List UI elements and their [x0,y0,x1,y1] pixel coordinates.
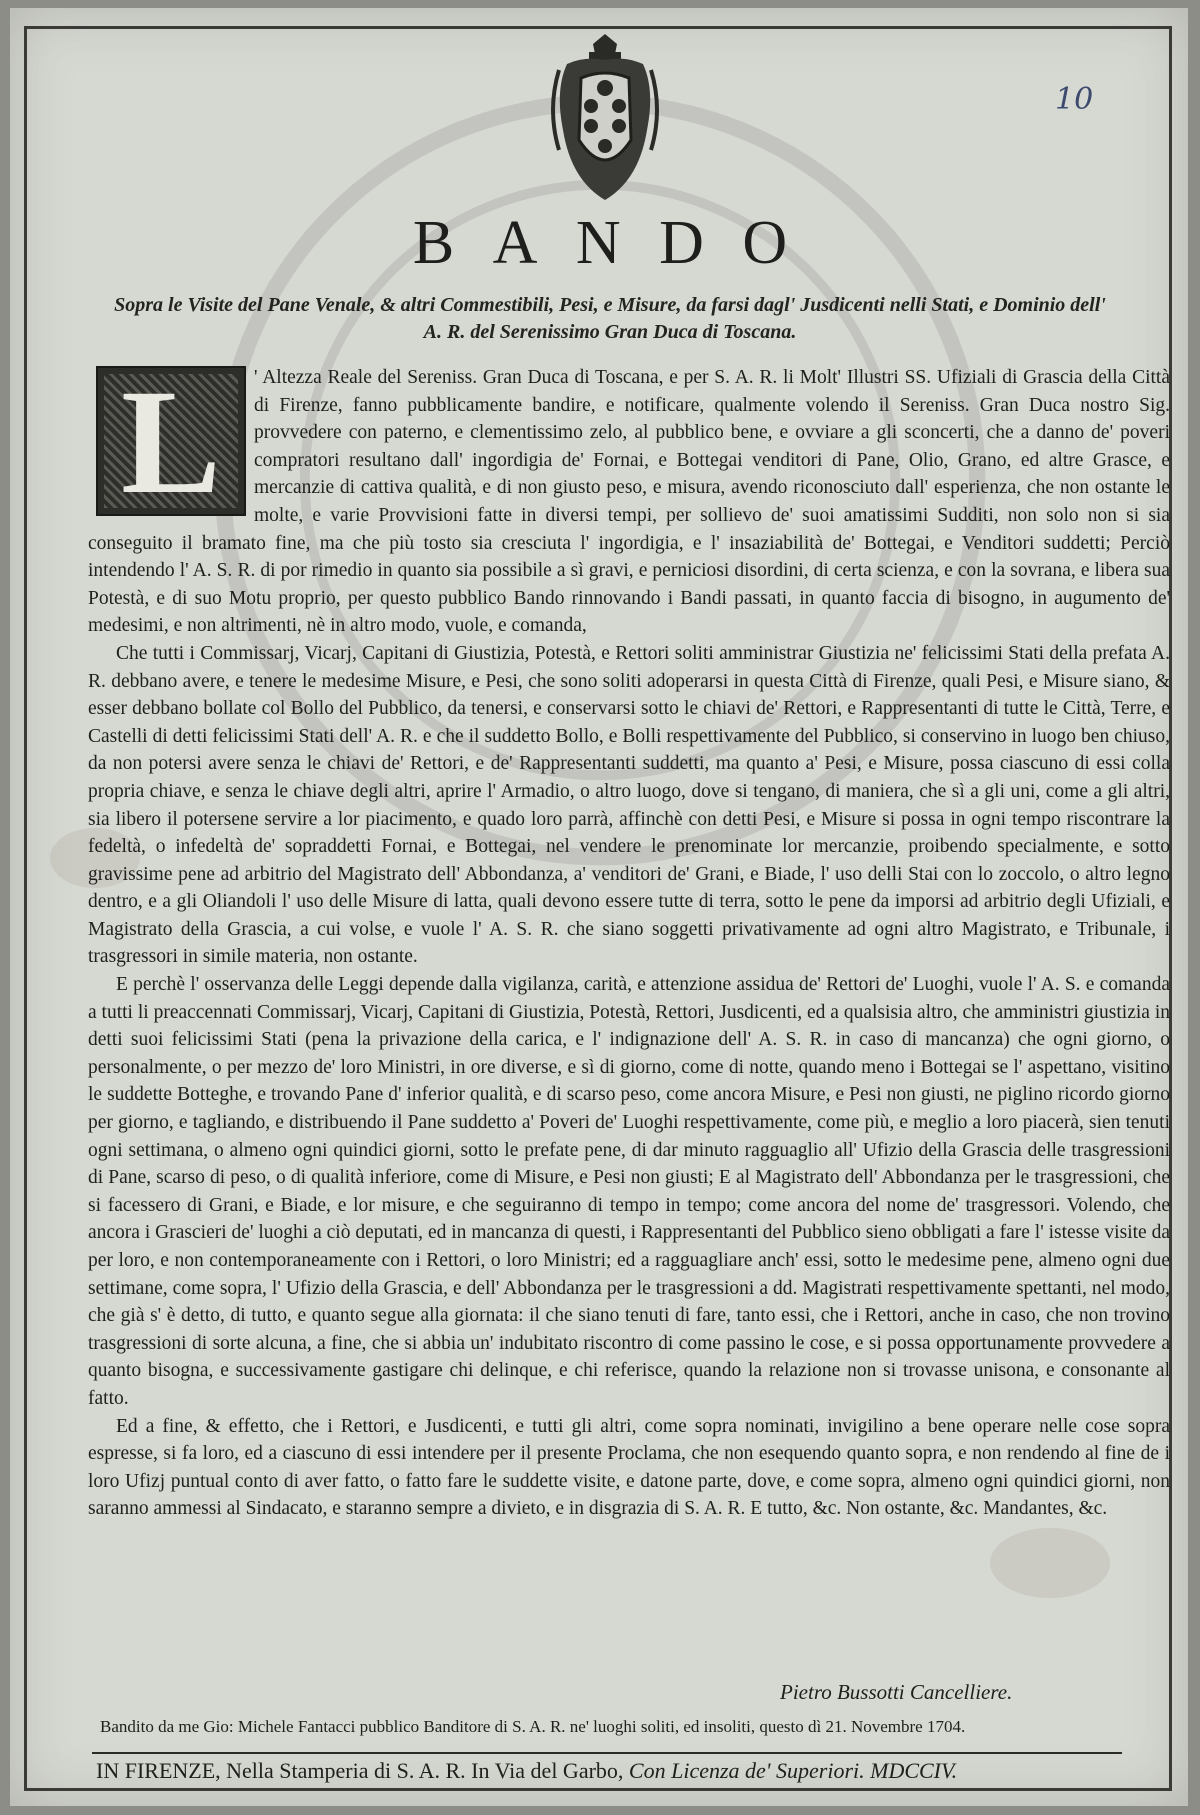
signature: Pietro Bussotti Cancelliere. [780,1680,1013,1704]
imprint-city: IN FIRENZE, [96,1758,221,1783]
initial-letter: L [120,359,222,525]
page-number: 10 [1055,82,1094,117]
paragraph-3: E perchè l' osservanza delle Leggi depende dalla vigilanza, carità, e attenzione assidua de' Rettori de' Luoghi, vuole l' A. S. e comanda a tutti li preaccennati Commissarj, Vicarj, Capitani di Giustizia, Potestà, Rettori, Jusdicenti, ed a qualsisia altro, che amministri giustizia in detti suoi felicissimi Stati (pena la privazione della carica, e l' indignazione dell' A. S. R. in caso di mancanza) che ogni giorno, o personalmente, o per mezzo de' loro Ministri, in ore diverse, e sì di giorno, come di notte, quando meno i Bottegai se l' aspettano, visitino le suddette Botteghe, e trovando Pane d' inferior qualità, e di scarso peso, come ancora Misure, e Pesi non giusti, ne piglino ricordo giorno per giorno, e tagliando, e distribuendo il Pane suddetto a' Poveri de' Luoghi respettivamente, come più, e meglio a loro piacerà, sien tenuti ogni settimana, o almeno ogni quindici giorni, sotto le prefate pene, di dar minuto ragguaglio all' Ufizio della Grascia delle trasgressioni di Pane, scarso di peso, o di qualità inferiore, come di Misure, e Pesi non giusti; E al Magistrato dell' Abbondanza per le trasgressioni, che si facessero di Grani, e Biade, e lor misure, e che seguiranno di tempo in tempo; come ancora del nome de' trasgressori. Volendo, che ancora i Grascieri de' luoghi a ciò deputati, ed in mancanza di questi, i Rappresentanti del Pubblico sieno obbligati a fare l' istesse visite da per loro, e non contemporaneamente con i Rettori, o loro Ministri; ed a ragguagliare anch' essi, sotto le medesime pene, almeno ogni due settimane, come sopra, l' Ufizio della Grascia, e dell' Abbondanza per le trasgressioni a dd. Magistrati respettivamente spettanti, nel modo, che già s' è detto, di tutto, e quanto segue alla giornata: il che siano tenuti di fare, tanto essi, che i Rettori, anche in caso, che non trovino trasgressioni di sorte alcuna, a fine, che si abbia un' indubitato riscontro di come passino le cose, e si possa opportunamente provvedere a quanto bisogna, e successivamente gastigare chi delinque, e chi referisce, quando la relazione non si trovasse unisona, e consonante al fatto. [88,974,1170,1409]
paragraph-2: Che tutti i Commissarj, Vicarj, Capitani di Giustizia, Potestà, e Rettori soliti amministrar Giustizia ne' felicissimi Stati della prefata A. R. debbano avere, e tenere le medesime Misure, e Pesi, che sono soliti adoperarsi in questa Città di Firenze, quali Pesi, e Misure siano, & esser debbano bollate col Bollo del Pubblico, da tenersi, e conservarsi sotto le chiavi de' Rettori, e Rappresentanti di tutte le Città, Terre, e Castelli di detti felicissimi Stati dell' A. R. e che il suddetto Bollo, e Bolli respettivamente del Pubblico, si conservino in luogo ben chiuso, da non potersi avere senza le chiavi de' Rettori, e de' Rappresentanti suddetti, ma quanto a' Pesi, e Misure, possa ciascuno di essi colla propria chiave, e senza le chiave degli altri, aprire l' Armadio, o altro luogo, dove si tengano, di maniera, che sì a gli uni, come a gli altri, sia libero il potersene servire a lor piacimento, e quado loro parrà, affinchè con detti Pesi, e Misure si possa in ogni tempo riscontrare la fedeltà, o infedeltà de' sopraddetti Fornai, e Bottegai, nel vendere le prenominate lor mercanzie, proibendo specialmente, e sotto gravissime pene ad arbitrio del Magistrato dell' Abbondanza, a' venditori de' Grani, e Biade, l' uso delli Stai con lo zoccolo, o altro legno dentro, e a gli Oliandoli l' uso delle Misure di latta, quali devono essere tutte di terra, sotto le pene da imporsi ad arbitrio degli Ufiziali, e Magistrato della Grascia, a cui volse, e vuole l' A. S. R. che siano soggetti privativamente ad ogni altro Magistrato, e Tribunale, i trasgressori in simile materia, non ostante. [88,642,1170,968]
imprint-press: Nella Stamperia di S. A. R. In Via del Garbo, [226,1758,624,1783]
initial-spacer [88,359,254,525]
divider-rule [92,1752,1122,1754]
document-subtitle: Sopra le Visite del Pane Venale, & altri Commestibili, Pesi, e Misure, da farsi dagl' Jusdicenti nelli Stati, e Dominio dell' A. R. del Serenissimo Gran Duca di Toscana. [114,294,1106,343]
imprint-line [96,1758,1156,1784]
proclamation-note: Bandito da me Gio: Michele Fantacci pubblico Banditore di S. A. R. ne' luoghi soliti, ed insoliti, questo dì 21. Novembre 1704. [100,1717,966,1736]
document-body [88,359,1170,1523]
paragraph-1: ' Altezza Reale del Sereniss. Gran Duca di Toscana, e per S. A. R. li Molt' Illustri SS. Ufiziali di Grascia della Città di Firenze, fanno pubblicamente bandire, e notificare, qualmente volendo il Sereniss. Gran Duca nostro Sig. provvedere con paterno, e clementissimo zelo, al pubblico bene, e ovviare a gli sconcerti, che a danno de' poveri compratori resultano dall' ingordigia de' Fornai, e Bottegai venditori di Pane, Olio, Grano, ed altre Grasce, e mercanzie di cattiva qualità, e di non giusto peso, e misura, avendo riconosciuto dall' esperienza, che non ostante le molte, e varie Provvisioni fatte in diversi tempi, per sollievo de' suoi amatissimi Sudditi, non solo non si sia conseguito il bramato fine, ma che più tosto sia cresciuta l' ingordigia, e l' insaziabilità de' Bottegai, e Venditori suddetti; Perciò intendendo l' A. S. R. di por rimedio in quanto sia possibile a sì gravi, e perniciosi disordini, di certa scienza, e con la sovrana, e libera sua Potestà, e di suo Motu proprio, per questo pubblico Bando rinnovando i Bandi passati, in quanto faccia di bisogno, in augumento de' medesimi, e non altrimenti, nè in altro modo, vuole, e comanda, [88,367,1170,637]
paragraph-4: Ed a fine, & effetto, che i Rettori, e Jusdicenti, e tutti gli altri, come sopra nominati, invigilino a bene operare nelle cose sopra espresse, si fa loro, ed a ciascuno di essi intendere per il presente Proclama, che non esequendo quanto sopra, e non rendendo al fine de i loro Ufizj puntual conto di aver fatto, o fatto fare le suddette visite, e datone parte, dove, e come sopra, almeno ogni quindici giorni, non saranno ammessi al Sindacato, e staranno sempre a divieto, e in disgrazia di S. A. R. E tutto, &c. Non ostante, &c. Mandantes, &c. [88,1415,1170,1520]
document-title: BANDO [412,209,826,277]
imprint-license: Con Licenza de' Superiori. MDCCIV. [628,1758,958,1783]
medici-crest-icon [545,30,665,205]
